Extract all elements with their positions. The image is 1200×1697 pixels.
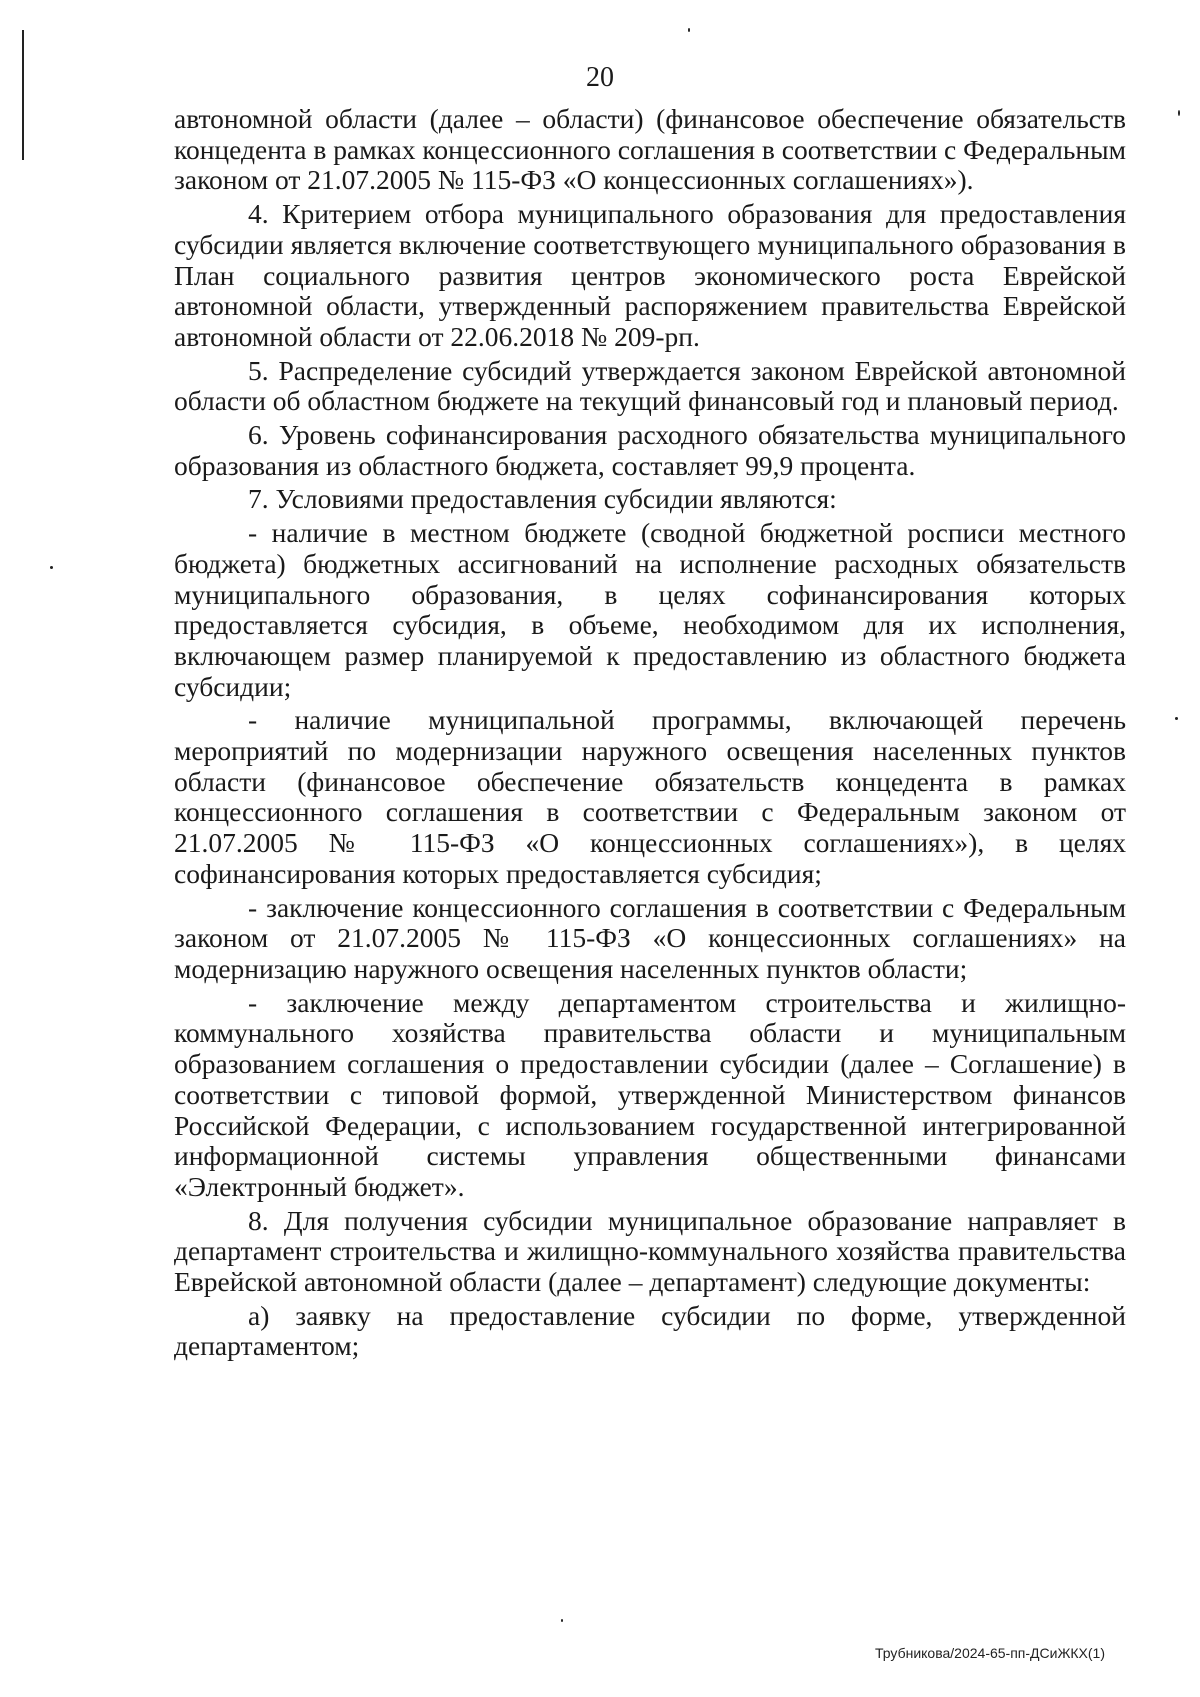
paragraph-item-5: 5. Распределение субсидий утверждается законом Еврейской автономной области об областном бюджете на текущий финансовый год и плановый период. xyxy=(174,354,1126,417)
page-number: 20 xyxy=(586,62,614,93)
document-item-a: а) заявку на предоставление субсидии по форме, утвержденной департаментом; xyxy=(174,1299,1126,1362)
condition-subsidy-agreement: - заключение между департаментом строительства и жилищно-коммунального хозяйства правительства области и муниципальным образованием соглашения о предоставлении субсидии (далее – Соглашение) в соответствии с типовой формой, утвержденной Министерством финансов Российской Федерации, с использованием государственной интегрированной информационной системы управления общественными финансами «Электронный бюджет». xyxy=(174,986,1126,1202)
paragraph-item-6: 6. Уровень софинансирования расходного обязательства муниципального образования из областного бюджета, составляет 99,9 процента. xyxy=(174,419,1126,481)
scan-speck xyxy=(561,1619,563,1622)
scan-speck xyxy=(688,28,690,32)
footer-document-code: Трубникова/2024-65-пп-ДСиЖКХ(1) xyxy=(875,1645,1105,1661)
scan-speck xyxy=(50,566,53,569)
paragraph-item-7: 7. Условиями предоставления субсидии являются: xyxy=(248,483,837,515)
scan-margin-line xyxy=(22,30,24,160)
paragraph-item-4: 4. Критерием отбора муниципального образования для предоставления субсидии является включение соответствующего муниципального образования в План социального развития центров экономического роста Еврейской автономной области, утвержденный распоряжением правительства Еврейской автономной области от 22.06.2018 № 209-рп. xyxy=(174,198,1126,352)
scan-speck xyxy=(1175,717,1178,720)
condition-municipal-program: - наличие муниципальной программы, включающей перечень мероприятий по модернизации наружного освещения населенных пунктов области (финансовое обеспечение обязательств концедента в рамках концессионного соглашения в соответствии с Федеральным законом от 21.07.2005 № 115-ФЗ «О концессионных соглашениях»), в целях софинансирования которых предоставляется субсидия; xyxy=(174,704,1126,889)
paragraph-continuation: автономной области (далее – области) (финансовое обеспечение обязательств концедента в рамках концессионного соглашения в соответствии с Федеральным законом от 21.07.2005 № 115-ФЗ «О концессионных соглашениях»). xyxy=(174,103,1126,196)
condition-budget-allocations: - наличие в местном бюджете (сводной бюджетной росписи местного бюджета) бюджетных ассигнований на исполнение расходных обязательств муниципального образования, в целях софинансирования которых предоставляется субсидия, в объеме, необходимом для их исполнения, включающем размер планируемой к предоставлению из областного бюджета субсидии; xyxy=(174,517,1126,702)
paragraph-item-8: 8. Для получения субсидии муниципальное образование направляет в департамент строительства и жилищно-коммунального хозяйства правительства Еврейской автономной области (далее – департамент) следующие документы: xyxy=(174,1204,1126,1298)
document-body xyxy=(174,104,1126,1362)
condition-concession-agreement: - заключение концессионного соглашения в соответствии с Федеральным законом от 21.07.2005 № 115-ФЗ «О концессионных соглашениях» на модернизацию наружного освещения населенных пунктов области; xyxy=(174,891,1126,984)
scan-speck xyxy=(1178,110,1180,116)
